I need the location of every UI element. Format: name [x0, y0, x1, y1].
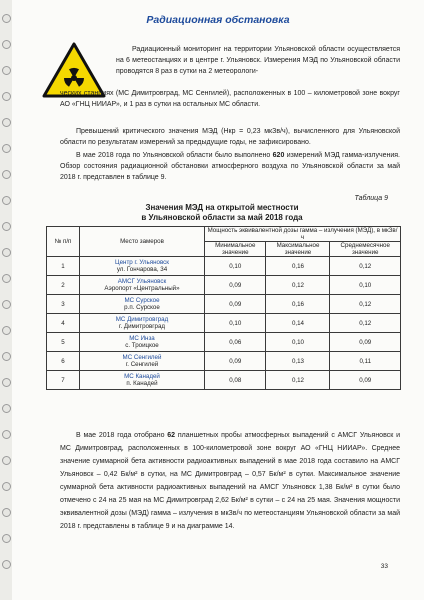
binding-ring — [2, 560, 11, 569]
cell-max: 0,12 — [266, 371, 330, 390]
table-row — [47, 295, 401, 314]
section-title: Радиационная обстановка — [146, 14, 290, 26]
page-number: 33 — [380, 563, 388, 570]
count-text-post: измерений МЭД гамма-излучения. Обзор состояния радиационной обстановки атмосферного воздуха по Ульяновской области за май 2018 г. представлен в таблице 9. — [60, 152, 400, 181]
table-title-line1: Значения МЭД на открытой местности — [145, 203, 299, 212]
binding-ring — [2, 508, 11, 517]
cell-num: 6 — [47, 352, 80, 371]
binding-ring — [2, 352, 11, 361]
header-place: Место замеров — [80, 227, 205, 257]
place-name: АМСГ Ульяновск — [117, 278, 167, 285]
cell-min: 0,09 — [205, 276, 266, 295]
binding-ring — [2, 300, 11, 309]
cell-num: 7 — [47, 371, 80, 390]
table-row — [47, 276, 401, 295]
binding-ring — [2, 404, 11, 413]
binding-ring — [2, 534, 11, 543]
binding-ring — [2, 118, 11, 127]
cell-num: 2 — [47, 276, 80, 295]
header-num: № п/п — [47, 227, 80, 257]
header-power: Мощность эквивалентной дозы гамма – излучения (МЭД), в мкЗв/ч — [205, 227, 401, 242]
cell-max: 0,16 — [266, 295, 330, 314]
binding-strip — [0, 0, 12, 600]
cell-place — [80, 371, 205, 390]
cell-max: 0,10 — [266, 333, 330, 352]
header-avg: Среднемесячное значение — [330, 242, 401, 257]
cell-place — [80, 314, 205, 333]
binding-ring — [2, 66, 11, 75]
binding-ring — [2, 40, 11, 49]
cell-num: 3 — [47, 295, 80, 314]
cell-num: 4 — [47, 314, 80, 333]
cell-place — [80, 352, 205, 371]
place-name: МС Димитровград — [115, 316, 169, 323]
cell-max: 0,12 — [266, 276, 330, 295]
place-address: г. Димитровград — [118, 323, 166, 330]
deposition-text-pre: В мае 2018 года отобрано — [76, 432, 168, 439]
paragraph-count — [60, 150, 400, 183]
cell-max: 0,14 — [266, 314, 330, 333]
cell-min: 0,08 — [205, 371, 266, 390]
paragraph-intro-b: МЭД по Ульяновской области проводятся 8 раз в сутки на 2 метеорологи- — [116, 57, 400, 75]
place-address: р.п. Сурское — [124, 304, 160, 311]
place-address: с. Троицкое — [125, 342, 159, 349]
cell-avg: 0,12 — [330, 295, 401, 314]
cell-max: 0,16 — [266, 257, 330, 276]
place-name: МС Инза — [129, 335, 155, 342]
cell-avg: 0,10 — [330, 276, 401, 295]
count-number: 620 — [272, 152, 285, 159]
table-row — [47, 352, 401, 371]
table-row — [47, 314, 401, 333]
cell-min: 0,10 — [205, 314, 266, 333]
cell-avg: 0,12 — [330, 314, 401, 333]
document-page — [12, 0, 424, 600]
cell-place — [80, 276, 205, 295]
binding-ring — [2, 92, 11, 101]
binding-ring — [2, 144, 11, 153]
table-caption: Таблица 9 — [354, 195, 388, 202]
place-name: МС Сурское — [124, 297, 160, 304]
place-address: п. Канадей — [126, 380, 158, 387]
paragraph-intro-a: Радиационный мониторинг на территории Ульяновской области осуществляется на 6 метеостанциях и в центре г. Ульяновск. Измерения — [116, 46, 400, 64]
paragraph-intro — [116, 44, 400, 77]
header-max: Максимальное значение — [266, 242, 330, 257]
med-table — [46, 226, 401, 390]
binding-ring — [2, 456, 11, 465]
binding-ring — [2, 196, 11, 205]
cell-place — [80, 333, 205, 352]
table-row — [47, 371, 401, 390]
table-row — [47, 333, 401, 352]
binding-ring — [2, 378, 11, 387]
binding-ring — [2, 14, 11, 23]
place-address: г. Сенгилей — [125, 361, 159, 368]
count-text-pre: В мае 2018 года по Ульяновской области было выполнено — [76, 152, 273, 159]
cell-avg: 0,09 — [330, 333, 401, 352]
cell-min: 0,10 — [205, 257, 266, 276]
cell-min: 0,06 — [205, 333, 266, 352]
table-title — [72, 203, 372, 223]
paragraph-intro-cont: ческих станциях (МС Димитровград, МС Сенгилей), расположенных в 100 – километровой зоне вокруг АО «ГНЦ НИИАР», и 1 раз в сутки на остальных МС области. — [60, 90, 400, 108]
cell-min: 0,09 — [205, 352, 266, 371]
cell-min: 0,09 — [205, 295, 266, 314]
place-name: МС Сенгилей — [122, 354, 162, 361]
binding-ring — [2, 222, 11, 231]
table-title-line2: в Ульяновской области за май 2018 года — [141, 213, 303, 222]
paragraph-deposition — [60, 429, 400, 533]
binding-ring — [2, 248, 11, 257]
binding-ring — [2, 482, 11, 491]
table-row — [47, 257, 401, 276]
paragraph-excess: Превышений критического значения МЭД (Нкр = 0,23 мкЗв/ч), вычисленного для Ульяновской области по результатам измерений за предыдущие годы, не зафиксировано. — [60, 128, 400, 146]
binding-ring — [2, 430, 11, 439]
cell-max: 0,13 — [266, 352, 330, 371]
cell-num: 5 — [47, 333, 80, 352]
cell-place — [80, 257, 205, 276]
place-name: Центр г. Ульяновск — [115, 259, 169, 266]
cell-place — [80, 295, 205, 314]
deposition-text-post: планшетных пробы атмосферных выпадений с АМСГ Ульяновск и МС Димитровград, расположенных в 100-километровой зоне вокруг АО «ГНЦ НИИАР». Среднее значение суммарной бета активности радиоактивных выпадений в мае 2018 года составило на АМСГ Ульяновск – 0,42 Бк/м² в сутки, на МС Димитровград – 0,57 Бк/м² в сутки. Максимальное значение суммарной бета активности радиоактивных выпадений на АМСГ Ульяновск 1,38 Бк/м² в сутки было отмечено с 24 на 25 мая на МС Димитровград 2,62 Бк/м² в сутки – с 24 на 25 мая. Значения мощности эквивалентной дозы (МЭД) гамма – излучения в мкЗв/ч по метеостанциям Ульяновской области за май 2018 г. представлены в таблице 9 и на диаграмме 14. — [60, 432, 400, 530]
binding-ring — [2, 274, 11, 283]
header-min: Минимальное значение — [205, 242, 266, 257]
place-address: Аэропорт «Центральный» — [104, 285, 180, 292]
cell-avg: 0,11 — [330, 352, 401, 371]
place-name: МС Канадей — [124, 373, 160, 380]
binding-ring — [2, 170, 11, 179]
cell-num: 1 — [47, 257, 80, 276]
cell-avg: 0,12 — [330, 257, 401, 276]
place-address: ул. Гончарова, 34 — [116, 266, 168, 273]
binding-ring — [2, 326, 11, 335]
cell-avg: 0,09 — [330, 371, 401, 390]
deposition-number: 62 — [167, 432, 176, 439]
